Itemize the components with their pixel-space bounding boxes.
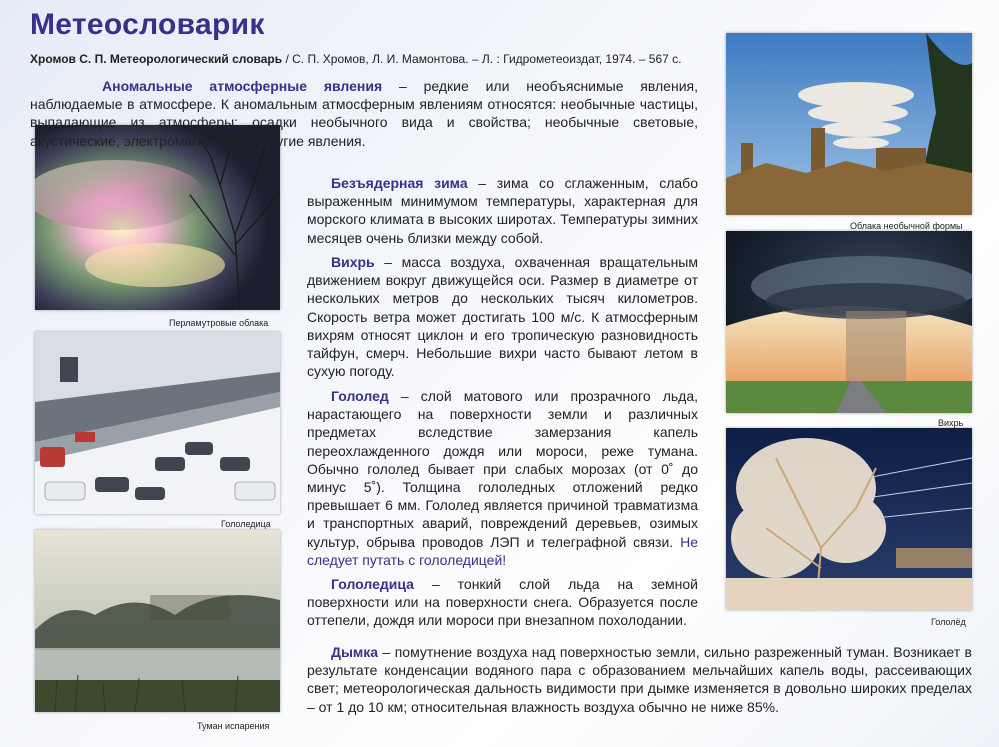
definition-haze: – помутнение воздуха над поверхностью земли, сильно разреженный туман. Возникает в результате конденсации водяного пара с образованием мельчайших капель воды, рассеивающих свет; метеорологическая дальность видимости при дымке изменяется в довольно широких пределах – от 1 до 10 км; относительная влажность воздуха обычно не ниже 85%. — [307, 644, 972, 715]
entry-glaze — [307, 387, 698, 569]
definition-glaze: – слой матового или прозрачного льда, нарастающего на поверхности земли и различных предметах вследствие замерзания капель переохлажденного дождя или мороси, реже тумана. Обычно гололед бывает при слабых морозах (от 0˚ до минус 5˚). Толщина гололедных отложений редко превышает 6 мм. Гололед является причиной травматизма и транспортных аварий, повреждений деревьев, озимых культур, обрыва проводов ЛЭП и телеграфной связи. — [307, 388, 698, 550]
term-haze: Дымка — [331, 644, 379, 660]
evaporation-fog-photo — [35, 530, 280, 712]
black-ice-caption: Гололедица — [221, 519, 271, 529]
entry-black-ice — [307, 575, 698, 630]
reference-title: Хромов С. П. Метеорологический словарь — [30, 52, 283, 66]
glaze-warning-note: Не следует путать с гололедицей! — [307, 533, 698, 568]
glaze-ice-photo — [726, 428, 972, 610]
entry-haze — [307, 643, 972, 716]
page-title: Метеословарик — [30, 8, 265, 41]
term-snowless-winter: Безъядерная зима — [331, 175, 468, 191]
evaporation-fog-caption: Туман испарения — [197, 721, 270, 731]
vortex-caption: Вихрь — [938, 418, 964, 428]
reference-details: / С. П. Хромов, Л. И. Мамонтова. – Л. : Гидрометеоиздат, 1974. – 567 с. — [282, 52, 682, 66]
definition-anomalous: – редкие или необъяснимые явления, наблюдаемые в атмосфере. К аномальным атмосферным явлениям относятся: необычные частицы, выпадающие из атмосферы; осадки необычного вида и свойства; необычные световые, акустические, электромагнитные и другие явления. — [30, 78, 698, 149]
bibliographic-reference — [30, 52, 681, 66]
entry-snowless-winter — [307, 174, 698, 247]
unusual-clouds-photo — [726, 33, 972, 215]
unusual-clouds-caption: Облака необычной формы — [850, 221, 963, 231]
glaze-ice-caption: Гололёд — [931, 617, 966, 627]
definition-black-ice: – тонкий слой льда на земной поверхности или на поверхности снега. Образуется после оттепели, дождя или мороси при внезапном похолодании. — [307, 576, 698, 629]
definition-snowless-winter: – зима со сглаженным, слабо выраженным минимумом температуры, характерная для морского климата в высоких широтах. Температуры зимних месяцев очень близки между собой. — [307, 175, 698, 246]
term-vortex: Вихрь — [331, 254, 375, 270]
term-glaze: Гололед — [331, 388, 389, 404]
entry-anomalous-phenomena — [30, 77, 698, 150]
term-anomalous: Аномальные атмосферные явления — [102, 78, 383, 94]
nacreous-clouds-caption: Перламутровые облака — [169, 318, 269, 328]
entry-vortex — [307, 253, 698, 380]
nacreous-clouds-photo — [35, 125, 280, 310]
definition-vortex: – масса воздуха, охваченная вращательным движением вокруг движущейся оси. Размер в диаметре от нескольких метров до нескольких тысяч километров. Скорость ветра может достигать 100 м/с. К атмосферным вихрям относят циклон и его тропическую разновидность тайфун, смерч. Небольшие вихри часто бывают летом в сухую погоду. — [307, 254, 698, 380]
term-black-ice: Гололедица — [331, 576, 414, 592]
vortex-photo — [726, 231, 972, 413]
black-ice-photo — [35, 332, 280, 514]
